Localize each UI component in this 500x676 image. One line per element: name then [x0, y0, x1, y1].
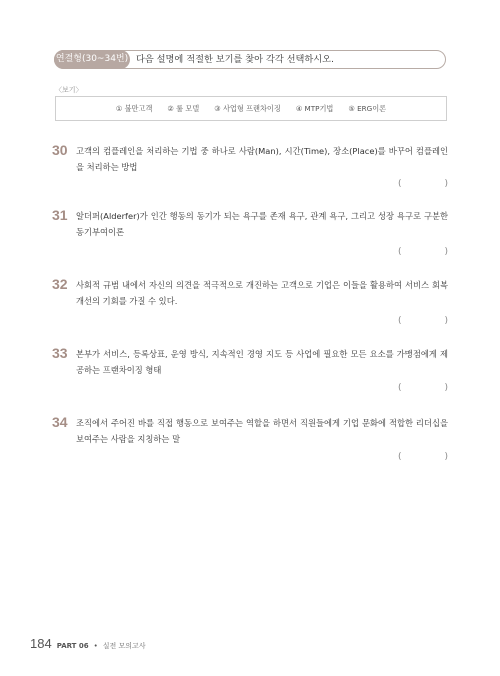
question-text: 알더퍼(Alderfer)가 인간 행동의 동기가 되는 욕구를 존재 욕구, 관계 욕구, 그리고 성장 욕구로 구분한 동기부여이론: [76, 211, 448, 237]
answer-close-paren: ): [444, 179, 448, 189]
page-number: 184: [30, 636, 52, 651]
answer-close-paren: ): [444, 316, 448, 326]
question-32: [52, 276, 448, 326]
question-text: 조직에서 주어진 바를 직접 행동으로 보여주는 역할을 하면서 직원들에게 기업 문화에 적합한 리더십을 보여주는 사람을 지칭하는 말: [76, 418, 448, 444]
option-2: ② 룰 모델: [167, 103, 200, 113]
answer-open-paren: (: [398, 316, 402, 326]
page-footer: [30, 636, 146, 651]
question-text: 고객의 컴플레인을 처리하는 기법 중 하나로 사람(Man), 시간(Time), 장소(Place)를 바꾸어 컴플레인을 처리하는 방법: [76, 146, 448, 172]
answer-close-paren: ): [444, 383, 448, 393]
option-1: ① 불만고객: [115, 103, 153, 113]
instruction-text: 다음 설명에 적절한 보기를 찾아 각각 선택하시오.: [136, 54, 334, 65]
answer-blank[interactable]: [398, 452, 448, 462]
answer-blank[interactable]: [398, 316, 448, 326]
question-31: [52, 207, 448, 257]
question-number: 30: [52, 142, 68, 158]
question-text: 사회적 규범 내에서 자신의 의견을 적극적으로 개진하는 고객으로 기업은 이들을 활용하여 서비스 회복 개선의 기회를 가질 수 있다.: [76, 280, 448, 306]
question-number: 34: [52, 414, 68, 430]
part-label: PART 06: [56, 642, 89, 650]
answer-open-paren: (: [398, 383, 402, 393]
separator-dot: •: [93, 642, 98, 650]
answer-open-paren: (: [398, 179, 402, 189]
question-33: [52, 345, 448, 393]
answer-blank[interactable]: [398, 179, 448, 189]
question-number: 32: [52, 276, 68, 292]
answer-open-paren: (: [398, 247, 402, 257]
box-label: 〈보기〉: [55, 86, 83, 94]
option-5: ⑤ ERG이론: [348, 103, 387, 113]
answer-close-paren: ): [444, 247, 448, 257]
option-3: ③ 사업형 프랜차이징: [214, 103, 281, 113]
question-text: 본부가 서비스, 등록상표, 운영 방식, 지속적인 경영 지도 등 사업에 필요한 모든 요소를 가맹점에게 제공하는 프랜차이징 형태: [76, 349, 448, 375]
question-30: [52, 142, 448, 189]
question-number: 31: [52, 207, 68, 223]
options-box: [55, 96, 447, 121]
question-number: 33: [52, 345, 68, 361]
answer-open-paren: (: [398, 452, 402, 462]
answer-close-paren: ): [444, 452, 448, 462]
question-34: [52, 414, 448, 462]
instruction-tag: 연결형(30~34번): [54, 50, 130, 69]
answer-blank[interactable]: [398, 383, 448, 393]
option-4: ④ MTP기법: [295, 103, 334, 113]
answer-blank[interactable]: [398, 247, 448, 257]
section-title: 실전 모의고사: [102, 642, 146, 650]
